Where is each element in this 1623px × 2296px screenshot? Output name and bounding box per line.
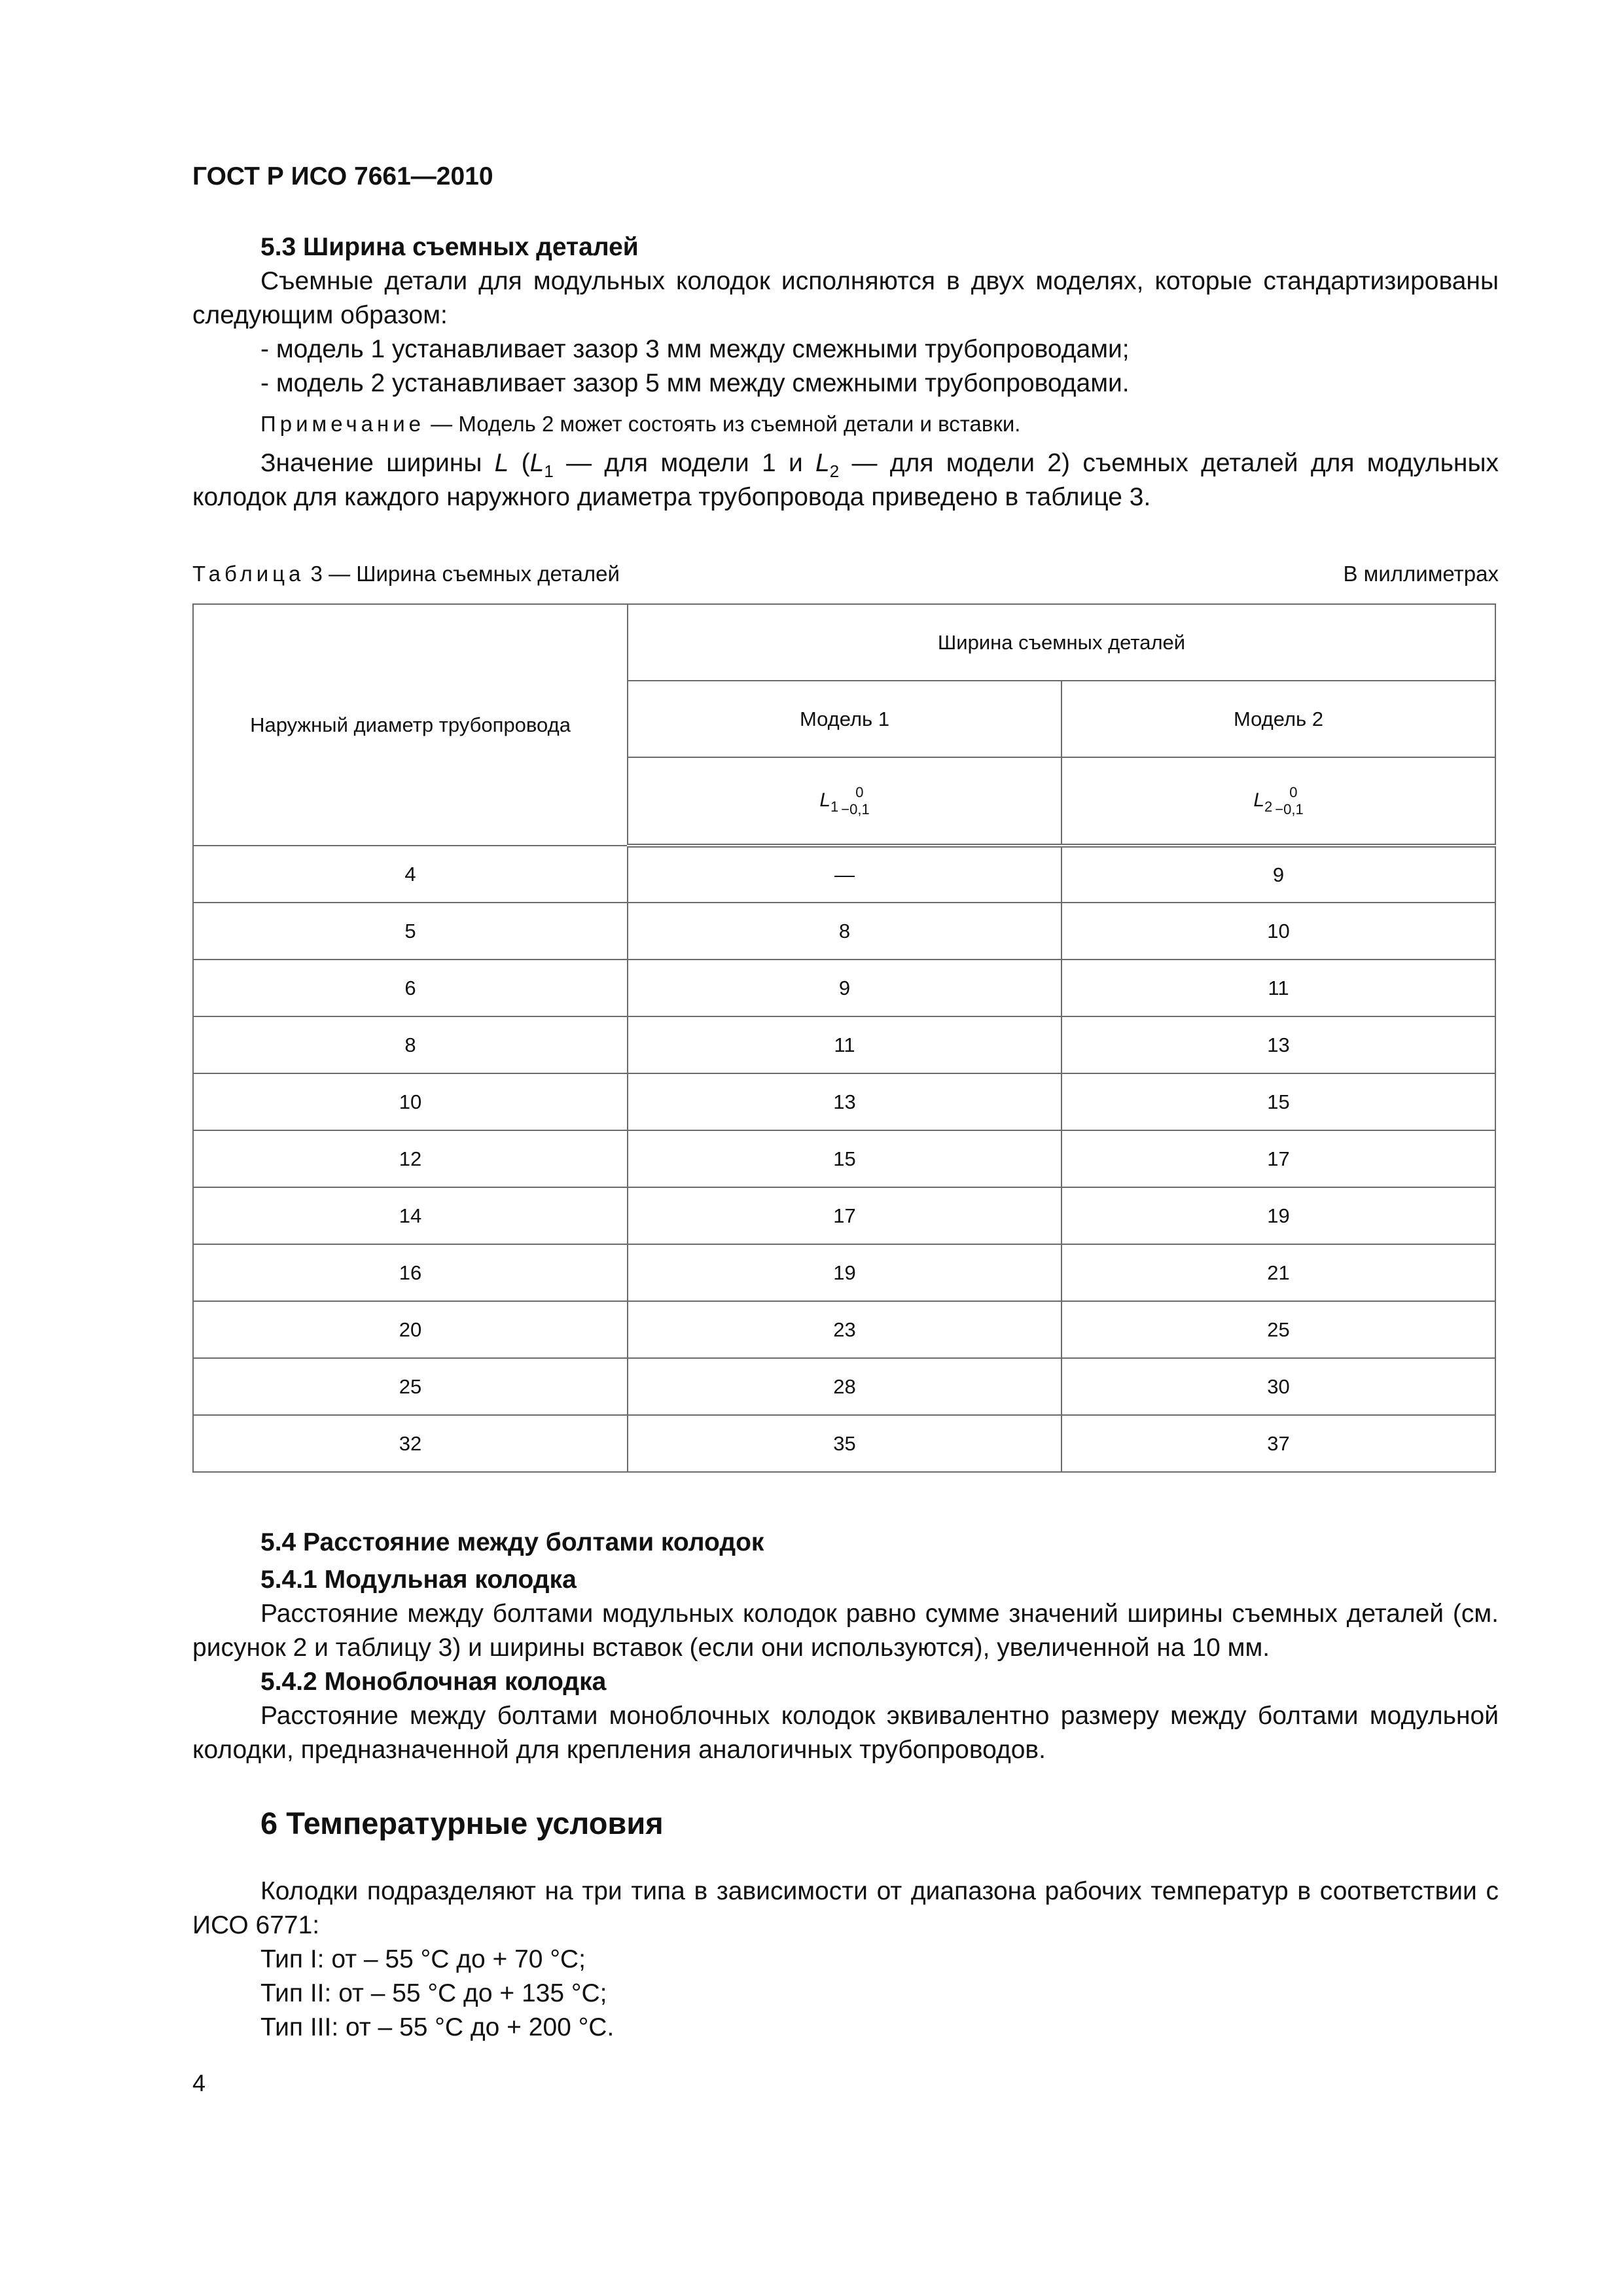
note-text: — Модель 2 может состоять из съемной детали и вставки. [425, 412, 1021, 436]
subscript: 2 [829, 461, 840, 481]
symbol: L [819, 789, 830, 811]
table-caption [192, 562, 1499, 586]
paragraph: Колодки подразделяют на три типа в зависимости от диапазона рабочих температур в соответствии с ИСО 6771: [192, 1877, 1499, 1939]
paragraph: Съемные детали для модульных колодок исполняются в двух моделях, которые стандартизированы следующим образом: [192, 267, 1499, 329]
page-number: 4 [192, 2070, 206, 2096]
cell-model-2: 15 [1061, 1073, 1495, 1130]
note [192, 407, 1499, 441]
section-heading: 5.4 Расстояние между болтами колодок [260, 1528, 764, 1556]
paragraph: Расстояние между болтами модульных колодок равно сумме значений ширины съемных деталей (см. рисунок 2 и таблицу 3) и ширины вставок (если они используются), увеличенной на 10 мм. [192, 1600, 1499, 1662]
header-tolerance-l1 [628, 757, 1061, 846]
section-5-4 [192, 1522, 1499, 1767]
table-row [193, 1244, 1495, 1301]
cell-diameter: 20 [193, 1301, 628, 1358]
table-row [193, 1415, 1495, 1472]
tolerance-l2 [1253, 784, 1303, 818]
symbol-L1: L [529, 449, 544, 477]
cell-diameter: 25 [193, 1358, 628, 1415]
list-item: - модель 2 устанавливает зазор 5 мм между смежными трубопроводами. [260, 369, 1130, 397]
table-row [193, 960, 1495, 1016]
running-title: ГОСТ Р ИСО 7661—2010 [192, 162, 493, 190]
symbol: L [1253, 789, 1264, 811]
header-model-2: Модель 2 [1061, 681, 1495, 757]
table-row [193, 1301, 1495, 1358]
cell-diameter: 14 [193, 1187, 628, 1244]
section-6-title: 6 Температурные условия [260, 1806, 664, 1840]
subsection-heading: 5.4.2 Моноблочная колодка [260, 1668, 607, 1696]
cell-model-2: 11 [1061, 960, 1495, 1016]
list-item: - модель 1 устанавливает зазор 3 мм между смежными трубопроводами; [260, 335, 1130, 363]
subscript: 1 [544, 461, 554, 481]
table-caption-label: Таблица [192, 562, 305, 586]
cell-model-2: 9 [1061, 846, 1495, 903]
table-3 [192, 603, 1496, 1473]
cell-diameter: 4 [193, 846, 628, 903]
table-row [193, 1358, 1495, 1415]
cell-model-1: 15 [628, 1130, 1061, 1187]
table-caption-text: 3 — Ширина съемных деталей [304, 562, 620, 586]
table-row [193, 1073, 1495, 1130]
cell-model-1: 23 [628, 1301, 1061, 1358]
subsection-heading: 5.4.1 Модульная колодка [260, 1566, 577, 1594]
subscript: 1 [830, 798, 839, 815]
cell-model-1: 17 [628, 1187, 1061, 1244]
cell-model-1: 9 [628, 960, 1061, 1016]
lower-deviation: −0,1 [841, 800, 870, 817]
text-run: — для модели 2) съемных деталей для модульных колодок для каждого наружного диаметра трубопровода приведено в таблице 3. [192, 449, 1499, 511]
cell-diameter: 12 [193, 1130, 628, 1187]
symbol-L2: L [815, 449, 830, 477]
table-row [193, 1016, 1495, 1073]
section-5-3 [192, 230, 1499, 514]
tolerance-stack [841, 784, 869, 818]
cell-model-2: 10 [1061, 903, 1495, 960]
cell-model-1: — [628, 846, 1061, 903]
header-tolerance-l2 [1061, 757, 1495, 846]
section-6 [192, 1874, 1499, 2045]
text-run: ( [508, 449, 530, 477]
cell-model-2: 25 [1061, 1301, 1495, 1358]
tolerance-stack [1275, 784, 1303, 818]
table-row [193, 846, 1495, 903]
table-row [193, 903, 1495, 960]
paragraph [192, 446, 1499, 514]
table-row [193, 1187, 1495, 1244]
cell-diameter: 6 [193, 960, 628, 1016]
cell-model-2: 13 [1061, 1016, 1495, 1073]
cell-model-1: 35 [628, 1415, 1061, 1472]
cell-model-1: 28 [628, 1358, 1061, 1415]
cell-model-2: 19 [1061, 1187, 1495, 1244]
cell-diameter: 5 [193, 903, 628, 960]
section-heading: 5.3 Ширина съемных деталей [260, 233, 639, 261]
cell-diameter: 8 [193, 1016, 628, 1073]
table-units: В миллиметрах [1343, 562, 1499, 586]
subscript: 2 [1264, 798, 1273, 815]
paragraph: Расстояние между болтами моноблочных колодок эквивалентно размеру между болтами модульной колодки, предназначенной для крепления аналогичных трубопроводов. [192, 1702, 1499, 1764]
upper-deviation: 0 [855, 783, 864, 800]
list-item: Тип I: от – 55 °С до + 70 °С; [260, 1945, 586, 1973]
cell-diameter: 16 [193, 1244, 628, 1301]
upper-deviation: 0 [1289, 783, 1298, 800]
table-row [193, 1130, 1495, 1187]
cell-model-2: 37 [1061, 1415, 1495, 1472]
cell-model-2: 17 [1061, 1130, 1495, 1187]
cell-model-2: 30 [1061, 1358, 1495, 1415]
cell-model-1: 13 [628, 1073, 1061, 1130]
tolerance-l1 [819, 784, 869, 818]
cell-model-1: 11 [628, 1016, 1061, 1073]
cell-diameter: 10 [193, 1073, 628, 1130]
header-width-group: Ширина съемных деталей [628, 604, 1495, 681]
cell-model-1: 8 [628, 903, 1061, 960]
list-item: Тип III: от – 55 °С до + 200 °С. [260, 2013, 615, 2041]
list-item: Тип II: от – 55 °С до + 135 °С; [260, 1979, 607, 2007]
note-label: Примечание [260, 412, 425, 436]
cell-model-1: 19 [628, 1244, 1061, 1301]
cell-diameter: 32 [193, 1415, 628, 1472]
symbol-L: L [494, 449, 509, 477]
text-run: — для модели 1 и [553, 449, 816, 477]
lower-deviation: −0,1 [1275, 800, 1304, 817]
text-run: Значение ширины [260, 449, 495, 477]
cell-model-2: 21 [1061, 1244, 1495, 1301]
header-diameter: Наружный диаметр трубопровода [193, 604, 628, 846]
header-model-1: Модель 1 [628, 681, 1061, 757]
